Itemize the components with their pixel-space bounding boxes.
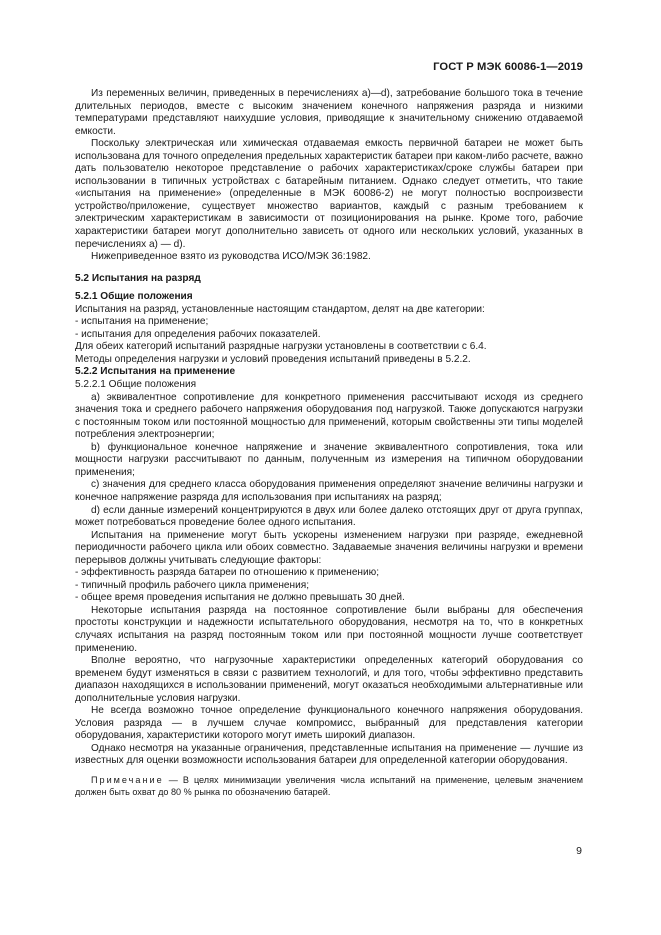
note-label: Примечание xyxy=(91,774,164,785)
paragraph: Методы определения нагрузки и условий проведения испытаний приведены в 5.2.2. xyxy=(75,353,471,365)
note-text: — В целях минимизации увеличения числа испытаний на применение, целевым значением должен быть охват до 80 % рынка по обозначению батарей. xyxy=(75,774,583,797)
paragraph: Некоторые испытания разряда на постоянное сопротивление были выбраны для обеспечения простоты конструкции и надежности испытательного оборудования, несмотря на то, что в конкретных случаях испытания на разряд постоянным током или при постоянной мощности лучше соответствует применению. xyxy=(75,604,583,654)
list-item: - типичный профиль рабочего цикла применения; xyxy=(75,579,309,591)
paragraph: Испытания на разряд, установленные настоящим стандартом, делят на две категории: xyxy=(75,303,485,315)
list-item: b) функциональное конечное напряжение и значение эквивалентного сопротивления, тока или мощности нагрузки рассчитывают по данным, полученным из измерения на типичном оборудовании применения; xyxy=(75,441,583,478)
subsection-heading: 5.2.1 Общие положения xyxy=(75,291,193,303)
list-item: - общее время проведения испытания не должно превышать 30 дней. xyxy=(75,592,405,604)
paragraph: Не всегда возможно точное определение функционального конечного напряжения оборудования. Условия разряда — в лучшем случае компромисс, выбранный для представления категории оборудования, характеристики которого могут иметь широкий диапазон. xyxy=(75,705,583,742)
paragraph: Испытания на применение могут быть ускорены изменением нагрузки при разряде, ежедневной периодичности рабочего цикла или обоих совместно. Задаваемые значения величины нагрузки и времени перерывов должны учитывать следующие факторы: xyxy=(75,529,583,566)
clause-heading: 5.2.2.1 Общие положения xyxy=(75,379,197,391)
paragraph: Для обеих категорий испытаний разрядные нагрузки установлены в соответствии с 6.4. xyxy=(75,341,487,353)
paragraph: Однако несмотря на указанные ограничения, представленные испытания на применение — лучшие из известных для оценки возможности использования батареи для определенной категории оборудования. xyxy=(75,742,583,767)
paragraph: Из переменных величин, приведенных в перечислениях а)—d), затребование большого тока в течение длительных периодов, вместе с высоким значением конечного напряжения разряда и низкими температурами представляют наихудшие условия, приводящие к значительному снижению отдаваемой емкости. xyxy=(75,88,583,137)
list-item: с) значения для среднего класса оборудования применения определяют значение величины нагрузки и конечное напряжение разряда для использования при испытаниях на разряд; xyxy=(75,479,583,503)
list-item: - эффективность разряда батареи по отношению к применению; xyxy=(75,567,380,579)
subsection-heading: 5.2.2 Испытания на применение xyxy=(75,366,236,378)
page-number: 9 xyxy=(576,845,582,857)
list-item: - испытания для определения рабочих показателей. xyxy=(75,328,321,340)
list-item: d) если данные измерений концентрируются в двух или более далеко отстоящих друг от друга группах, может потребоваться проведение более одного испытания. xyxy=(75,504,583,529)
section-heading: 5.2 Испытания на разряд xyxy=(75,272,201,284)
list-item: - испытания на применение; xyxy=(75,316,209,328)
list-item: а) эквивалентное сопротивление для конкретного применения рассчитывают исходя из среднего значения тока и среднего рабочего напряжения оборудования под нагрузкой. Также допускаются нагрузки с постоянным током или постоянной мощностью для применений, которым свойственны эти типы моделей потребления электроэнергии; xyxy=(75,391,583,441)
note xyxy=(75,775,583,799)
paragraph: Вполне вероятно, что нагрузочные характеристики определенных категорий оборудования со временем будут изменяться в связи с развитием технологий, и для того, чтобы эффективно представить диапазон находящихся в использовании применений, могут оказаться необходимыми альтернативные или дополнительные условия нагрузки. xyxy=(75,655,583,704)
document-header: ГОСТ Р МЭК 60086-1—2019 xyxy=(433,61,583,73)
document-body xyxy=(75,88,583,799)
paragraph: Поскольку электрическая или химическая отдаваемая емкость первичной батареи не может быть использована для точного определения предельных характеристик батареи при каком-либо расчете, важно дать пользователю некоторое представление о рабочих характеристиках/сроке службы батареи при использовании в типичных устройствах с батарейным питанием. Однако следует отметить, что такие «испытания на применение» (определенные в МЭК 60086-2) не могут полностью воспроизвести устройство/приложение, существует множество вариантов, каждый с разным требованием к электрическим характеристикам в зависимости от позиционирования на рынке. Кроме того, рабочие характеристики батареи могут дополнительно зависеть от одного или нескольких условий, указанных в перечислениях а) — d). xyxy=(75,138,583,250)
paragraph: Нижеприведенное взято из руководства ИСО/МЭК 36:1982. xyxy=(91,251,371,263)
